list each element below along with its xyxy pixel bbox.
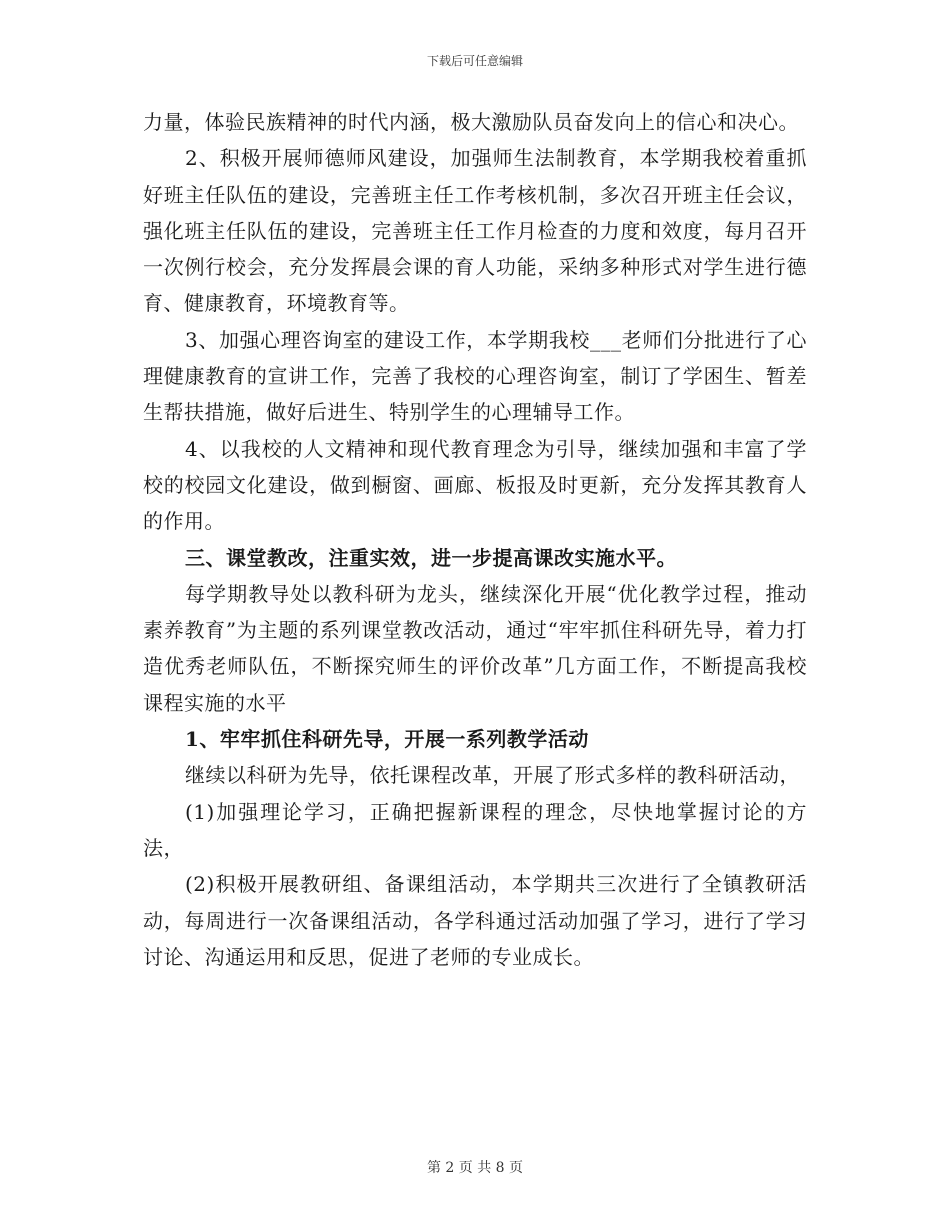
paragraph-7: (1)加强理论学习，正确把握新课程的理念，尽快地掌握讨论的方法， [143,799,807,860]
document-body [143,104,807,975]
subsection-heading-1: 1、牢牢抓住科研先导，开展一系列教学活动 [185,727,589,752]
paragraph-6: 继续以科研为先导，依托课程改革，开展了形式多样的教科研活动， [185,763,800,788]
paragraph-4: 4、以我校的人文精神和现代教育理念为引导，继续加强和丰富了学校的校园文化建设，做到橱窗、画廊、板报及时更新，充分发挥其教育人的作用。 [143,436,807,534]
page-header: 下载后可任意编辑 [426,54,523,68]
page-footer: 第 2 页 共 8 页 [426,1160,524,1176]
paragraph-5: 每学期教导处以教科研为龙头，继续深化开展“优化教学过程，推动素养教育”为主题的系列课堂教改活动，通过“牢牢抓住科研先导，着力打造优秀老师队伍，不断探究师生的评价改革”几方面工作，不断提高我校课程实施的水平 [143,581,807,715]
paragraph-1: 力量，体验民族精神的时代内涵，极大激励队员奋发向上的信心和决心。 [143,110,799,134]
section-heading-3: 三、课堂教改，注重实效，进一步提高课改实施水平。 [185,545,677,570]
paragraph-8: (2)积极开展教研组、备课组活动，本学期共三次进行了全镇教研活动，每周进行一次备课组活动，各学科通过活动加强了学习，进行了学习讨论、沟通运用和反思，促进了老师的专业成长。 [143,872,807,969]
paragraph-3: 3、加强心理咨询室的建设工作，本学期我校___老师们分批进行了心理健康教育的宣讲工作，完善了我校的心理咨询室，制订了学困生、暂差生帮扶措施，做好后进生、特别学生的心理辅导工作。 [143,327,807,425]
paragraph-2: 2、积极开展师德师风建设，加强师生法制教育，本学期我校着重抓好班主任队伍的建设，完善班主任工作考核机制，多次召开班主任会议，强化班主任队伍的建设，完善班主任工作月检查的力度和效度，每月召开一次例行校会，充分发挥晨会课的育人功能，采纳多种形式对学生进行德育、健康教育，环境教育等。 [143,146,807,316]
